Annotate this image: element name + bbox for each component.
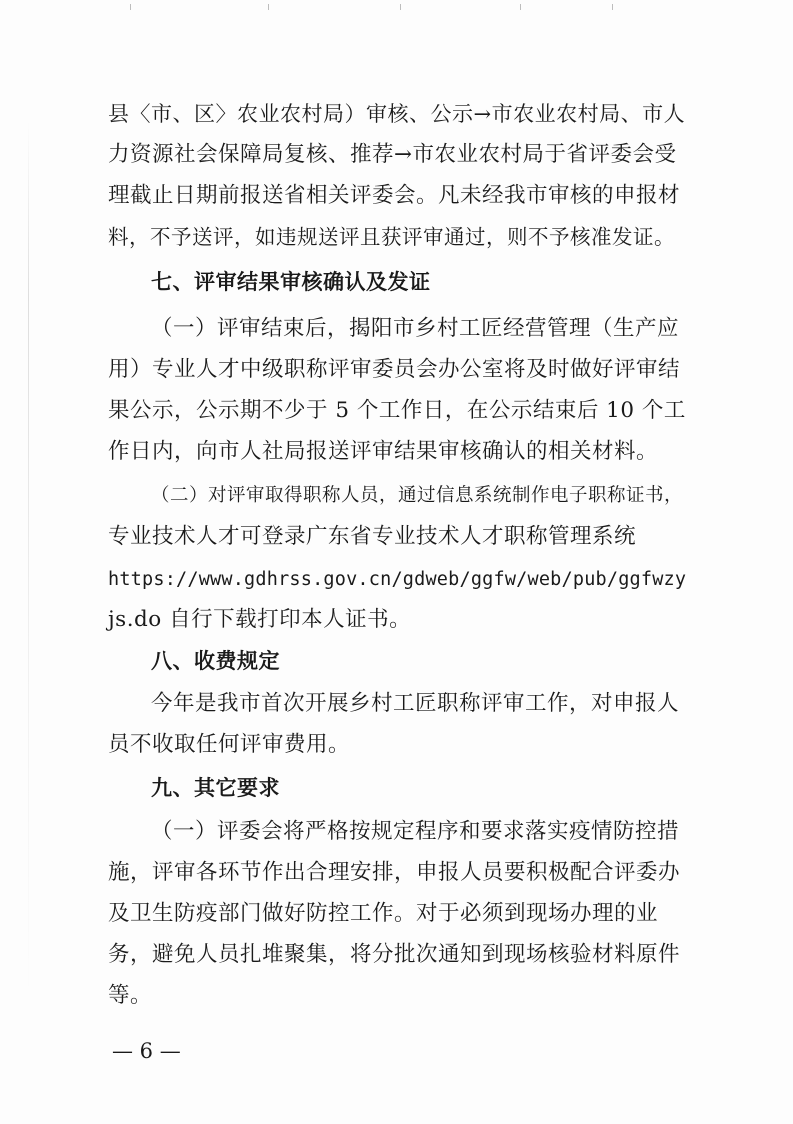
body-line: 用）专业人才中级职称评审委员会办公室将及时做好评审结 xyxy=(108,357,681,382)
body-line: 今年是我市首次开展乡村工匠职称评审工作，对申报人 xyxy=(151,691,680,716)
section-heading-9: 九、其它要求 xyxy=(151,776,280,800)
section-heading-7: 七、评审结果审核确认及发证 xyxy=(151,270,431,294)
body-line: （一）评审结束后，揭阳市乡村工匠经营管理（生产应 xyxy=(151,316,680,341)
body-line: 施，评审各环节作出合理安排，申报人员要积极配合评委办 xyxy=(108,860,681,885)
body-line: 料，不予送评，如违规送评且获评审通过，则不予核准发证。 xyxy=(108,225,675,249)
section-heading-8: 八、收费规定 xyxy=(151,649,280,673)
body-line: 专业技术人才可登录广东省专业技术人才职称管理系统 xyxy=(108,524,637,549)
body-line: 作日内，向市人社局报送评审结果审核确认的相关材料。 xyxy=(108,439,659,464)
page-number: — 6 — xyxy=(112,1039,181,1063)
body-line: 务，避免人员扎堆聚集，将分批次通知到现场核验材料原件 xyxy=(108,942,681,967)
body-line: js.do 自行下载打印本人证书。 xyxy=(108,607,412,632)
scan-edge-shadow xyxy=(28,120,29,1000)
body-line: 及卫生防疫部门做好防控工作。对于必须到现场办理的业 xyxy=(108,901,659,926)
scan-top-marks xyxy=(0,4,793,12)
body-line: 果公示，公示期不少于 5 个工作日，在公示结束后 10 个工 xyxy=(108,398,686,423)
body-line: 力资源社会保障局复核、推荐→市农业农村局于省评委会受 xyxy=(108,142,677,167)
body-line: （二）对评审取得职称人员，通过信息系统制作电子职称证书， xyxy=(151,485,684,506)
url-line: https://www.gdhrss.gov.cn/gdweb/ggfw/web/pub/ggfwzy xyxy=(108,569,687,590)
body-line: （一）评委会将严格按规定程序和要求落实疫情防控措 xyxy=(151,819,680,844)
body-line: 等。 xyxy=(108,983,153,1008)
body-line: 员不收取任何评审费用。 xyxy=(108,732,351,757)
body-line: 理截止日期前报送省相关评委会。凡未经我市审核的申报材 xyxy=(108,183,681,208)
body-line: 县〈市、区〉农业农村局）审核、公示→市农业农村局、市人 xyxy=(108,102,686,126)
